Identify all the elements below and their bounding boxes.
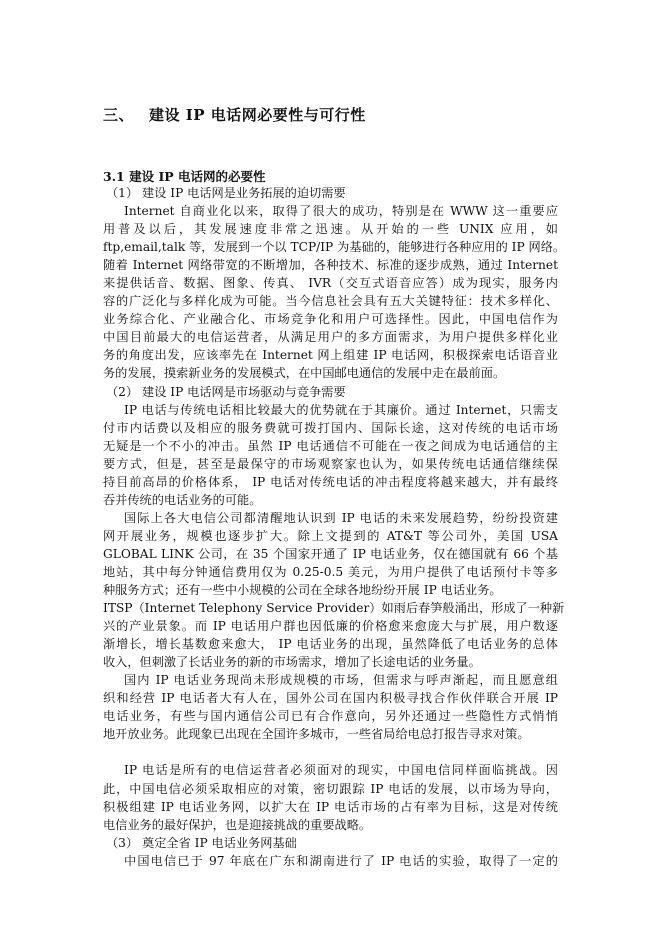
document-body <box>103 184 566 870</box>
text-line: ftp,email,talk 等，发展到一个以 TCP/IP 为基础的，能够进行各种应用的 IP 网络。 <box>103 240 566 255</box>
text-line: 随着 Internet 网络带宽的不断增加，各种技术、标准的逐步成熟，通过 Internet <box>103 258 558 273</box>
text-line: 业务综合化、产业融合化、市场竞争化和用户可选择性。因此，中国电信作为 <box>103 312 558 327</box>
section-heading: 3.1 建设 IP 电话网的必要性 <box>103 169 266 184</box>
text-line: 要方式，但是，甚至是最保守的市场观察家也认为，如果传统电话通信继续保 <box>103 456 558 471</box>
text-line: 吞并传统的电话业务的可能。 <box>103 492 262 507</box>
text-line: 积极组建 IP 电话业务网，以扩大在 IP 电话市场的占有率为目标，这是对传统 <box>103 799 558 814</box>
text-line: IP 电话与传统电话相比较最大的优势就在于其廉价。通过 Internet，只需支 <box>124 402 558 417</box>
text-line: 用普及以后，其发展速度非常之迅速。从开始的一些 UNIX 应用，如 <box>103 222 558 237</box>
text-line: 地站，其中每分钟通信费用仅为 0.25-0.5 美元，为用户提供了电话预付卡等多 <box>103 564 558 579</box>
text-line: Internet 自商业化以来，取得了很大的成功，特别是在 WWW 这一重要应 <box>124 204 558 219</box>
text-line: 来提供话音、数据、图象、传真、 IVR（交互式语音应答）成为现实，服务内 <box>103 276 558 291</box>
text-line: 中国电信已于 97 年底在广东和湖南进行了 IP 电话的实验，取得了一定的 <box>124 853 558 868</box>
text-line: 中国目前最大的电信运营者，从满足用户的多方面需求，为用户提供多样化业 <box>103 330 558 345</box>
text-line: 此，中国电信必须采取相应的对策，密切跟踪 IP 电话的发展，以市场为导向， <box>103 781 558 796</box>
text-line: 国内 IP 电话业务现尚未形成规模的市场，但需求与呼声渐起，而且愿意组 <box>124 673 558 688</box>
text-line: 国际上各大电信公司都清醒地认识到 IP 电话的未来发展趋势，纷纷投资建 <box>124 510 558 525</box>
chapter-heading <box>103 104 366 125</box>
text-line: 地开放业务。此现象已出现在全国许多城市，一些省局给电总打报告寻求对策。 <box>103 727 530 742</box>
blank-line <box>103 743 558 761</box>
chapter-number: 三、 <box>103 106 135 124</box>
text-line: IP 电话是所有的电信运营者必须面对的现实，中国电信同样面临挑战。因 <box>124 763 558 778</box>
text-line: 无疑是一个不小的冲击。虽然 IP 电话通信不可能在一夜之间成为电话通信的主 <box>103 438 558 453</box>
text-line: 织和经营 IP 电话者大有人在，国外公司在国内积极寻找合作伙伴联合开展 IP <box>103 691 558 706</box>
text-line: 收入，但刺激了长话业务的新的市场需求，增加了长途电话的业务量。 <box>103 655 481 670</box>
text-line: GLOBAL LINK 公司，在 35 个国家开通了 IP 电话业务，仅在德国就有 66 个基 <box>103 546 558 561</box>
text-line: （3） 奠定全省 IP 电话业务网基础 <box>106 835 297 850</box>
text-line: 网开展业务，规模也逐步扩大。除上文提到的 AT&T 等公司外，美国 USA <box>103 528 558 543</box>
text-line: 渐增长，增长基数愈来愈大， IP 电话业务的出现，虽然降低了电话业务的总体 <box>103 637 558 652</box>
text-line: 兴的产业景象。而 IP 电话用户群也因低廉的价格愈来愈庞大与扩展，用户数逐 <box>103 619 558 634</box>
text-line: 电话业务，有些与国内通信公司已有合作意向，另外还通过一些隐性方式悄悄 <box>103 709 558 724</box>
text-line: 持目前高昂的价格体系， IP 电话对传统电话的冲击程度将越来越大，并有最终 <box>103 474 558 489</box>
text-line: 容的广泛化与多样化成为可能。当今信息社会具有五大关键特征：技术多样化、 <box>103 294 558 309</box>
text-line: 种服务方式；还有一些中小规模的公司在全球各地纷纷开展 IP 电话业务。 <box>103 583 502 598</box>
chapter-title: 建设 IP 电话网必要性与可行性 <box>149 106 366 124</box>
text-line: 电信业务的最好保护，也是迎接挑战的重要战略。 <box>103 817 372 832</box>
text-line: 付市内话费以及相应的服务费就可拨打国内、国际长途，这对传统的电话市场 <box>103 420 558 435</box>
text-line: （1） 建设 IP 电话网是业务拓展的迫切需要 <box>106 186 346 200</box>
text-line: 务的角度出发，应该率先在 Internet 网上组建 IP 电话网，积极探索电话语音业 <box>103 348 558 363</box>
text-line: （2） 建设 IP 电话网是市场驱动与竞争需要 <box>106 384 346 399</box>
text-line: ITSP（Internet Telephony Service Provider）如雨后春笋般涌出，形成了一种新 <box>103 601 565 616</box>
text-line: 务的发展，摸索新业务的发展模式，在中国邮电通信的发展中走在最前面。 <box>103 366 506 381</box>
